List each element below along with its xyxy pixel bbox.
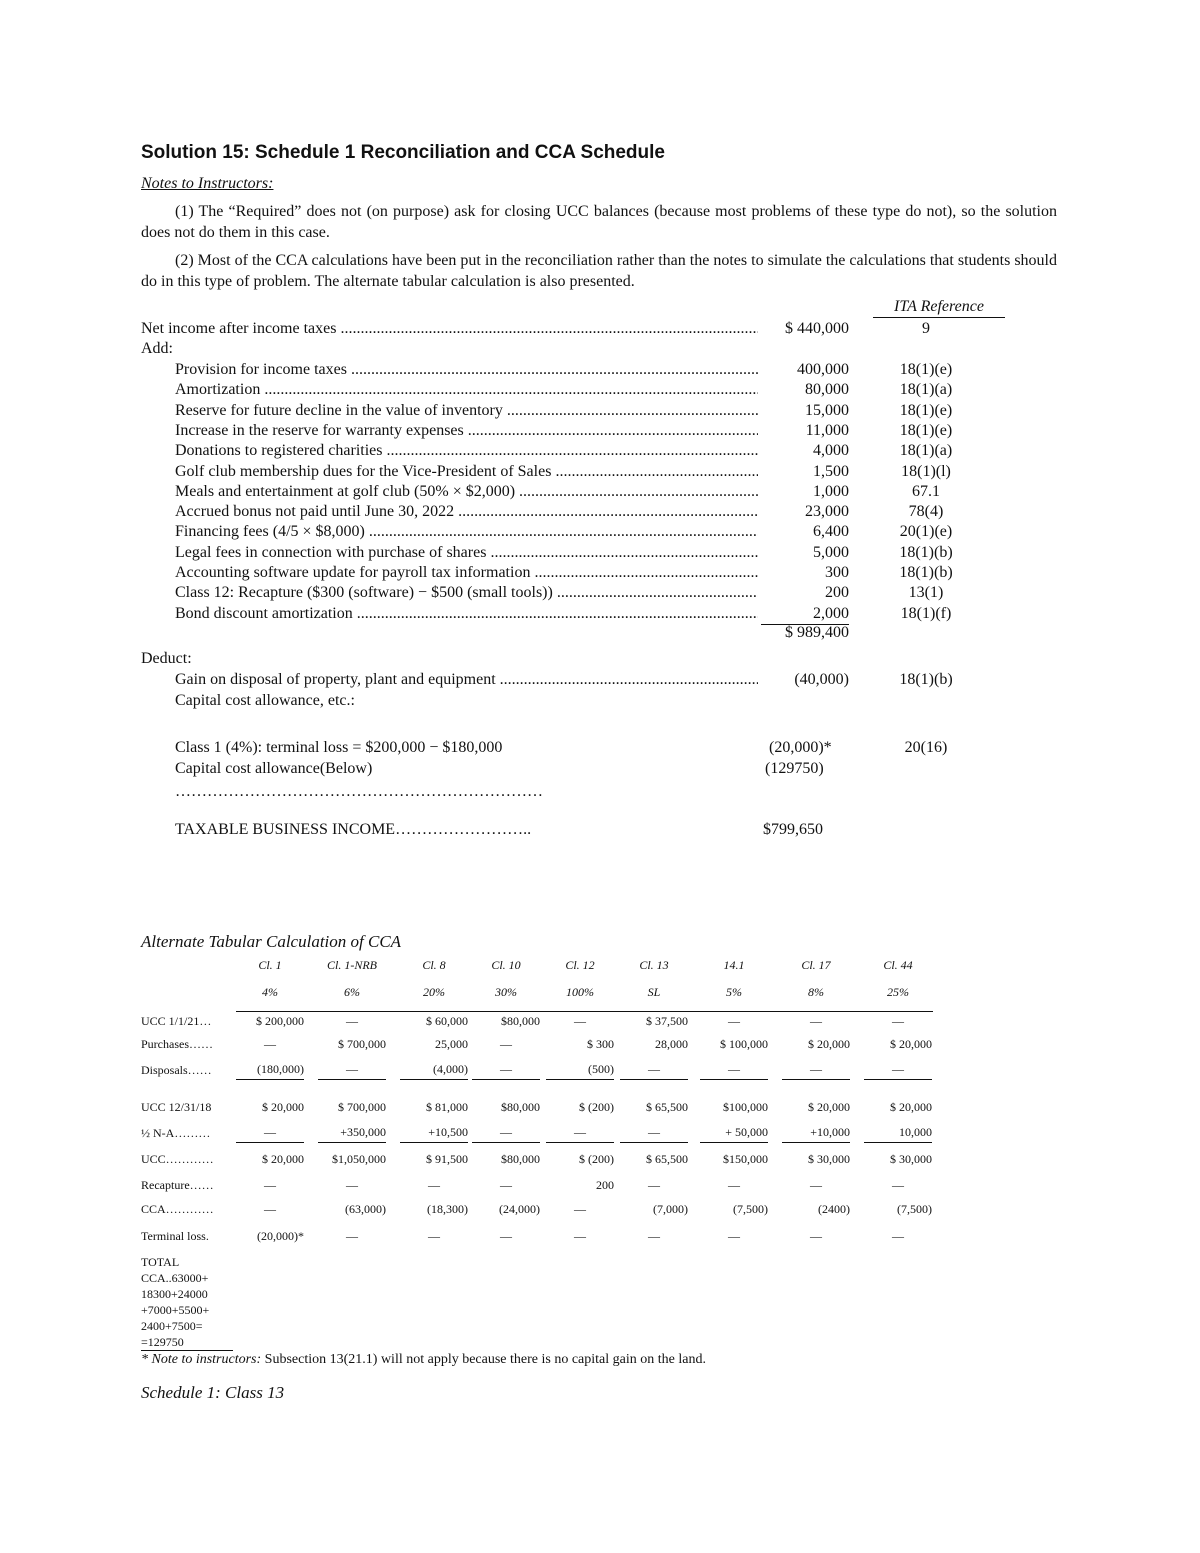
net-income-amount: $ 440,000 xyxy=(785,320,849,337)
alternate-table-heading: Alternate Tabular Calculation of CCA xyxy=(141,932,402,951)
table-cell: (18,300) xyxy=(427,1202,468,1216)
add-heading-row xyxy=(141,338,1141,359)
table-cell: $1,050,000 xyxy=(332,1152,386,1166)
table-cell: — xyxy=(620,1059,688,1080)
class1-row xyxy=(141,737,1141,758)
add-item-row xyxy=(141,440,1141,461)
table-cell: (180,000) xyxy=(236,1059,304,1080)
table-cell: $ (200) xyxy=(579,1152,614,1166)
dotted-leader: …………………………………………………………… xyxy=(175,783,543,800)
table-cell: $ (200) xyxy=(579,1100,614,1114)
table-cell: $ 91,500 xyxy=(426,1152,468,1166)
gain-label: Gain on disposal of property, plant and equipment ..... xyxy=(175,669,758,690)
add-item-row xyxy=(141,359,1141,380)
add-item-label: Amortization ..... xyxy=(175,379,758,400)
table-cell: $ 20,000 xyxy=(890,1100,932,1114)
table-cell: — xyxy=(428,1178,440,1192)
add-item-ita: 18(1)(a) xyxy=(899,381,953,399)
total-cca: TOTAL CCA..63000+ 18300+24000 +7000+5500+ 2400+7500= =129750 xyxy=(141,1254,233,1351)
footnote-text: Subsection 13(21.1) will not apply because there is no capital gain on the land. xyxy=(261,1352,706,1367)
note-1: (1) The “Required” does not (on purpose) ask for closing UCC balances (because most problems of these type do not), so the solution does not do them in this case. xyxy=(141,203,1057,241)
add-item-row xyxy=(141,501,1141,522)
add-item-ita: 13(1) xyxy=(908,584,944,602)
add-item-row xyxy=(141,542,1141,563)
table-cell: 28,000 xyxy=(655,1037,688,1051)
add-item-amount: 1,500 xyxy=(813,462,849,480)
net-income-ita: 9 xyxy=(922,320,930,337)
class1-label: Class 1 (4%): terminal loss = $200,000 − $180,000 xyxy=(175,739,503,756)
add-item-label: Legal fees in connection with purchase of shares ..... xyxy=(175,542,758,563)
notes-heading: Notes to Instructors: xyxy=(141,175,274,192)
table-cell: $ 81,000 xyxy=(426,1100,468,1114)
row-label: UCC 12/31/18 xyxy=(141,1100,212,1114)
cca-below-row xyxy=(141,758,1141,779)
add-label: Add: xyxy=(141,340,173,357)
table-cell: $ 100,000 xyxy=(720,1037,768,1051)
add-item-label: Class 12: Recapture ($300 (software) − $500 (small tools)) ..... xyxy=(175,582,758,603)
add-item-amount: 4,000 xyxy=(813,442,849,460)
add-item-row xyxy=(141,379,1141,400)
row-label: UCC………… xyxy=(141,1152,214,1166)
add-item-row xyxy=(141,603,1141,624)
table-cell: 200 xyxy=(596,1178,614,1192)
table-cell: — xyxy=(810,1178,822,1192)
rate-header: 100% xyxy=(566,985,594,999)
table-cell: $80,000 xyxy=(501,1152,540,1166)
table-cell: — xyxy=(648,1178,660,1192)
table-cell: $ 700,000 xyxy=(338,1037,386,1051)
table-cell: $80,000 xyxy=(501,1014,540,1028)
add-item-label: Meals and entertainment at golf club (50% × $2,000) ..... xyxy=(175,481,758,502)
table-cell: $ 20,000 xyxy=(262,1100,304,1114)
table-cell: $ 30,000 xyxy=(890,1152,932,1166)
cca-heading-row xyxy=(141,690,1141,711)
dotted-row xyxy=(141,781,1141,802)
table-cell: (7,000) xyxy=(653,1202,688,1216)
cca-label: Capital cost allowance, etc.: xyxy=(175,692,355,709)
table-cell: (20,000)* xyxy=(257,1229,304,1243)
add-item-row xyxy=(141,562,1141,583)
note-2: (2) Most of the CCA calculations have been put in the reconciliation rather than the notes to simulate the calculations that students should do in this type of problem. The alternate tabular calculation is also presented. xyxy=(141,252,1057,290)
add-item-label: Accrued bonus not paid until June 30, 2022 ..... xyxy=(175,501,758,522)
cca-below-label: Capital cost allowance(Below) xyxy=(175,760,373,777)
table-cell: (63,000) xyxy=(345,1202,386,1216)
add-item-ita: 20(1)(e) xyxy=(899,523,953,541)
add-item-label: Donations to registered charities ..... xyxy=(175,440,758,461)
gain-ita: 18(1)(b) xyxy=(899,671,953,688)
add-item-row xyxy=(141,400,1141,421)
add-item-row xyxy=(141,521,1141,542)
class-header: Cl. 17 xyxy=(801,958,831,972)
add-item-ita: 18(1)(f) xyxy=(900,604,952,622)
rate-header: 30% xyxy=(495,985,517,999)
add-item-ita: 18(1)(e) xyxy=(899,361,953,378)
gain-row xyxy=(141,669,1141,690)
rate-header: 20% xyxy=(423,985,445,999)
table-cell: — xyxy=(728,1014,740,1028)
add-item-label: Increase in the reserve for warranty expenses ..... xyxy=(175,420,758,441)
class1-amount: (20,000)* xyxy=(769,739,832,756)
row-label: Purchases…… xyxy=(141,1037,213,1051)
cca-below-amount: (129750) xyxy=(765,760,824,777)
add-item-amount: 6,400 xyxy=(813,523,849,541)
table-cell: — xyxy=(574,1014,586,1028)
table-cell: 25,000 xyxy=(435,1037,468,1051)
table-cell: $ 60,000 xyxy=(426,1014,468,1028)
add-item-ita: 18(1)(b) xyxy=(899,543,953,561)
add-item-amount: 400,000 xyxy=(797,361,849,378)
rate-header: 4% xyxy=(262,985,278,999)
add-item-label: Reserve for future decline in the value of inventory ..... xyxy=(175,400,758,421)
add-item-amount: 11,000 xyxy=(805,421,849,439)
rate-header: 8% xyxy=(808,985,824,999)
table-cell: — xyxy=(428,1229,440,1243)
rate-header: 6% xyxy=(344,985,360,999)
table-cell: +10,500 xyxy=(400,1122,468,1143)
add-item-ita: 18(1)(e) xyxy=(899,401,953,419)
row-label: UCC 1/1/21… xyxy=(141,1014,212,1028)
table-cell: — xyxy=(236,1122,304,1143)
add-item-amount: 1,000 xyxy=(813,482,849,500)
table-cell: — xyxy=(892,1014,904,1028)
add-item-amount: 23,000 xyxy=(805,503,849,521)
add-item-row xyxy=(141,420,1141,441)
class1-ita: 20(16) xyxy=(904,739,948,756)
row-label: CCA………… xyxy=(141,1202,214,1216)
schedule-heading: Schedule 1: Class 13 xyxy=(141,1383,285,1402)
table-cell: — xyxy=(892,1229,904,1243)
net-income-row xyxy=(141,318,1141,339)
add-item-ita: 18(1)(b) xyxy=(899,564,953,581)
table-row xyxy=(141,1096,941,1118)
class-header: 14.1 xyxy=(723,958,745,972)
table-cell: — xyxy=(620,1122,688,1143)
table-cell: (7,500) xyxy=(897,1202,932,1216)
add-item-amount: 200 xyxy=(825,584,849,602)
table-cell: +350,000 xyxy=(318,1122,386,1143)
table-cell: — xyxy=(346,1014,358,1028)
gain-amount: (40,000) xyxy=(794,671,849,688)
add-item-label: Financing fees (4/5 × $8,000) ..... xyxy=(175,521,758,542)
add-item-ita: 18(1)(l) xyxy=(901,462,951,480)
row-label: Disposals…… xyxy=(141,1063,212,1077)
table-cell: — xyxy=(574,1202,586,1216)
table-cell: — xyxy=(264,1037,276,1051)
table-cell: — xyxy=(472,1059,540,1080)
add-item-ita: 18(1)(e) xyxy=(899,421,953,439)
table-cell: — xyxy=(546,1122,614,1143)
class-header: Cl. 1-NRB xyxy=(327,958,377,972)
table-cell: — xyxy=(264,1178,276,1192)
add-item-label: Provision for income taxes ..... xyxy=(175,359,758,380)
table-row xyxy=(141,1225,941,1247)
add-item-amount: 15,000 xyxy=(805,401,849,419)
table-cell: — xyxy=(728,1229,740,1243)
table-cell: $80,000 xyxy=(501,1100,540,1114)
rate-header: SL xyxy=(647,985,661,999)
table-cell: — xyxy=(264,1202,276,1216)
add-item-ita: 67.1 xyxy=(912,482,940,500)
table-cell: — xyxy=(500,1178,512,1192)
table-cell: (4,000) xyxy=(400,1059,468,1080)
table-cell: +10,000 xyxy=(782,1122,850,1143)
ita-reference-heading: ITA Reference xyxy=(873,298,1005,318)
table-cell: $ 20,000 xyxy=(808,1037,850,1051)
add-item-amount: 300 xyxy=(825,564,849,581)
add-item-row xyxy=(141,461,1141,482)
table-cell: $ 300 xyxy=(587,1037,614,1051)
class-header: Cl. 8 xyxy=(422,958,446,972)
table-cell: (7,500) xyxy=(733,1202,768,1216)
footnote-label: * Note to instructors: xyxy=(141,1352,262,1367)
add-item-amount: 2,000 xyxy=(761,603,849,625)
table-row xyxy=(141,1198,941,1220)
table-cell: — xyxy=(472,1122,540,1143)
table-cell: $ 20,000 xyxy=(890,1037,932,1051)
add-item-label: Bond discount amortization ..... xyxy=(175,603,758,624)
taxable-income-row xyxy=(141,819,1141,840)
table-row xyxy=(141,1033,941,1055)
table-cell: 10,000 xyxy=(864,1122,932,1143)
class-header: Cl. 10 xyxy=(491,958,521,972)
table-row xyxy=(141,1174,941,1196)
table-cell: — xyxy=(700,1059,768,1080)
class-header: Cl. 13 xyxy=(639,958,669,972)
table-cell: $ 30,000 xyxy=(808,1152,850,1166)
add-item-row xyxy=(141,582,1141,603)
table-cell: — xyxy=(782,1059,850,1080)
class-header: Cl. 1 xyxy=(258,958,282,972)
taxable-income-amount: $799,650 xyxy=(763,821,823,838)
table-row xyxy=(141,1148,941,1170)
net-income-label: Net income after income taxes ..... xyxy=(141,318,758,339)
table-row xyxy=(141,1059,941,1081)
rate-header: 25% xyxy=(887,985,909,999)
table-cell: — xyxy=(810,1014,822,1028)
add-item-amount: 80,000 xyxy=(805,381,849,399)
table-cell: $150,000 xyxy=(723,1152,768,1166)
add-item-row xyxy=(141,481,1141,502)
table-cell: — xyxy=(574,1229,586,1243)
table-row xyxy=(141,1122,941,1144)
add-item-label: Accounting software update for payroll tax information ..... xyxy=(175,562,758,583)
table-cell: — xyxy=(346,1229,358,1243)
footnote xyxy=(141,1352,706,1368)
table-cell: — xyxy=(892,1178,904,1192)
row-label: ½ N-A……… xyxy=(141,1126,211,1140)
table-cell: — xyxy=(864,1059,932,1080)
add-item-ita: 78(4) xyxy=(908,503,944,521)
table-cell: $ 700,000 xyxy=(338,1100,386,1114)
table-cell: — xyxy=(500,1229,512,1243)
table-top-rule xyxy=(236,1011,933,1012)
table-cell: $ 65,500 xyxy=(646,1152,688,1166)
table-cell: + 50,000 xyxy=(700,1122,768,1143)
table-cell: — xyxy=(810,1229,822,1243)
subtotal-amount: $ 989,400 xyxy=(785,624,849,641)
table-cell: $ 200,000 xyxy=(256,1014,304,1028)
deduct-heading-row xyxy=(141,648,1141,669)
rate-header: 5% xyxy=(726,985,742,999)
table-cell: (500) xyxy=(546,1059,614,1080)
table-cell: $ 37,500 xyxy=(646,1014,688,1028)
row-label: Terminal loss. xyxy=(141,1229,209,1243)
table-cell: (24,000) xyxy=(499,1202,540,1216)
page-title: Solution 15: Schedule 1 Reconciliation and CCA Schedule xyxy=(141,142,665,163)
table-cell: — xyxy=(648,1229,660,1243)
table-cell: $ 65,500 xyxy=(646,1100,688,1114)
deduct-label: Deduct: xyxy=(141,650,192,667)
taxable-income-label: TAXABLE BUSINESS INCOME…………………….. xyxy=(175,821,532,838)
class-header: Cl. 12 xyxy=(565,958,595,972)
table-cell: — xyxy=(318,1059,386,1080)
row-label: Recapture…… xyxy=(141,1178,214,1192)
table-cell: — xyxy=(728,1178,740,1192)
table-cell: (2400) xyxy=(818,1202,850,1216)
class-header: Cl. 44 xyxy=(883,958,913,972)
add-item-ita: 18(1)(a) xyxy=(899,442,953,460)
add-item-label: Golf club membership dues for the Vice-President of Sales ..... xyxy=(175,461,758,482)
table-cell: $100,000 xyxy=(723,1100,768,1114)
subtotal-row xyxy=(141,622,1141,643)
table-cell: — xyxy=(346,1178,358,1192)
table-cell: — xyxy=(500,1037,512,1051)
table-row xyxy=(141,1010,941,1032)
table-cell: $ 20,000 xyxy=(262,1152,304,1166)
add-item-amount: 5,000 xyxy=(813,543,849,561)
table-cell: $ 20,000 xyxy=(808,1100,850,1114)
